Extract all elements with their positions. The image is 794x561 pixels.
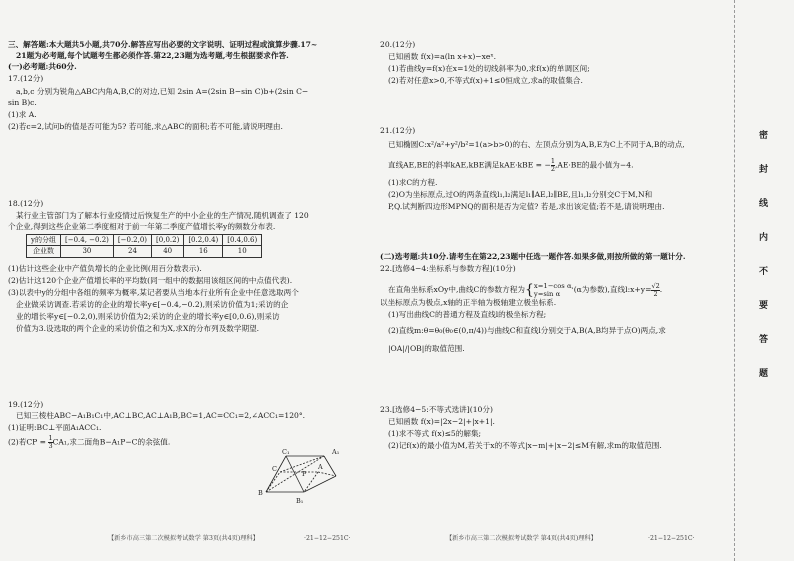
vertex-label: A₁	[332, 448, 340, 456]
seal-line-sidebar	[734, 0, 794, 561]
q19-part2-rest: CA₁,求二面角B−A₁P−C的余弦值.	[52, 437, 171, 447]
edge	[324, 456, 336, 476]
q17-stem: a,b,c 分别为锐角△ABC内角A,B,C的对边,已知 2sin A=(2sin B−sin C)b+(2sin C−	[16, 87, 309, 96]
sidebar-char: 密	[759, 131, 769, 141]
q19-part2-lead: (2)若CP =	[8, 437, 49, 447]
q22-number: 22.[选修4−4:坐标系与参数方程](10分)	[380, 264, 516, 273]
q21-number: 21.(12分)	[380, 126, 416, 135]
hidden-edge	[266, 472, 280, 492]
fraction-denominator: 2	[550, 165, 555, 173]
q18-part3: (3)以表中y的分组中各组的频率为概率,某记者要从当地本行业所有企业中任意选取两个	[8, 288, 299, 297]
q18-part3-cont: 价值为3.设选取的两个企业的采访价值之和为X,求X的分布列及数学期望.	[16, 324, 260, 333]
fraction-numerator: 1	[550, 157, 555, 165]
ellipse-term: y²/b²	[450, 140, 469, 149]
q22-stem-rest: (α为参数),直线l:x+y=	[573, 285, 652, 294]
sidebar-char: 答	[759, 335, 769, 345]
sidebar-char: 线	[759, 199, 769, 209]
q18-part3-cont: 企业做采访调查.若采访的企业的增长率y∈[−0.4,−0.2),则采访价值为1;采访的企	[16, 300, 289, 309]
brace: {	[524, 281, 534, 298]
table-cell: [−0.2,0)	[113, 235, 151, 246]
hidden-edge	[318, 472, 336, 476]
section3-header-cont: 21题为必考题,每个试题考生都必须作答.第22,23题为选考题,考生根据要求作答.	[16, 51, 289, 60]
q23-number: 23.[选修4−5:不等式选讲](10分)	[380, 405, 493, 414]
fraction	[651, 283, 659, 298]
q17-part1: (1)求 A.	[8, 110, 37, 119]
table-cell: 24	[113, 246, 151, 257]
q22-part1: (1)写出曲线C的普通方程及直线l的极坐标方程;	[388, 310, 547, 319]
parametric-eq: y=sin α	[533, 290, 561, 298]
footer-left: 【新乡市高三第二次模拟考试数学 第4页(共4页)理科】	[446, 535, 597, 542]
q22-stem: 在直角坐标系xOy中,曲线C的参数方程为{ x=1−cos α, y=sin α (α为参数),直线l:x+y= $\frac{√2}{2}$ .	[388, 281, 663, 298]
q19-part2	[8, 435, 170, 450]
table-cell: [−0.4, −0.2)	[60, 235, 113, 246]
fraction-denominator: 3	[48, 442, 53, 450]
q19-stem: 已知三棱柱ABC−A₁B₁C₁中,AC⊥BC,AC⊥A₁B,BC=1,AC=CC₁=2,∠ACC₁=120°.	[16, 411, 306, 420]
vertex-label: C₁	[282, 448, 290, 456]
q21-stem: 已知椭圆C:x²/a²+y²/b²=1(a>b>0)的右、左顶点分别为A,B,E为C上不同于A,B的动点,	[388, 140, 685, 149]
table-cell: 企业数	[27, 246, 61, 257]
vertex-label: B	[258, 489, 263, 497]
q18-stem: 某行业主管部门为了解本行业疫情过后恢复生产的中小企业的生产情况,随机调查了 120	[16, 211, 309, 220]
q18-number: 18.(12分)	[8, 199, 44, 208]
q17-part2: (2)若c=2,试问b的值是否可能为5? 若可能,求△ABC的面积;若不可能,请说明理由.	[8, 122, 283, 131]
q21-part2-cont: P,Q.试判断四边形MPNQ的面积是否为定值? 若是,求出该定值;若不是,请说明理由.	[388, 202, 665, 211]
parametric-eq: x=1−cos α,	[533, 282, 574, 290]
fraction-numerator: √2	[651, 281, 660, 290]
q21-condition	[388, 158, 634, 173]
sidebar-char: 内	[759, 233, 769, 243]
table-row	[27, 235, 262, 246]
vertex-label: C	[272, 465, 277, 473]
table-cell: [0,0.2)	[152, 235, 184, 246]
ellipse-term: x²/a²	[426, 140, 445, 149]
q22-part2: (2)直线m:θ=θ₀(θ₀∈(0,π/4))与曲线C和直线l分别交于A,B(A,B均异于点O)两点,求	[388, 326, 666, 335]
q19-part1: (1)证明:BC⊥平面A₁ACC₁.	[8, 423, 102, 432]
q23-part1: (1)求不等式 f(x)≤5的解集;	[388, 429, 482, 438]
q17-stem-cont: sin B)c.	[8, 98, 37, 107]
sidebar-char: 封	[759, 165, 769, 175]
fraction-denominator: 2	[653, 289, 658, 298]
table-cell: [0.4,0.6)	[223, 235, 262, 246]
q22-stem-lead: 在直角坐标系xOy中,曲线C的参数方程为	[388, 285, 525, 294]
edge	[304, 476, 336, 492]
q21-condition-lead: 直线AE,BE的斜率kAE,kBE满足kAE·kBE = −	[388, 160, 551, 170]
parametric-system	[534, 282, 574, 298]
required-header: (一)必考题:共60分.	[8, 62, 77, 71]
table-cell: 10	[223, 246, 262, 257]
prism-figure	[256, 448, 348, 508]
q20-part2: (2)若对任意x>0,不等式f(x)+1≤0恒成立,求a的取值集合.	[388, 76, 583, 85]
q19-number: 19.(12分)	[8, 400, 44, 409]
frequency-table	[26, 234, 262, 258]
section3-header: 三、解答题:本大题共5小题,共70分.解答应写出必要的文字说明、证明过程或演算步骤.17~	[8, 40, 318, 49]
vertex-label: A	[318, 463, 323, 471]
q20-part1: (1)若曲线y=f(x)在x=1处的切线斜率为0,求f(x)的单调区间;	[388, 64, 590, 73]
q21-part1: (1)求C的方程.	[388, 178, 438, 187]
footer-left: 【新乡市高三第二次模拟考试数学 第3页(共4页)理科】	[108, 535, 259, 542]
edge	[266, 456, 286, 492]
q21-part2: (2)O为坐标原点,过O的两条直线l₁,l₂满足l₁∥AE,l₂∥BE,且l₁,l₂分别交C于M,N和	[388, 190, 653, 199]
q21-stem-rest: =1(a>b>0)的右、左顶点分别为A,B,E为C上不同于A,B的动点,	[468, 140, 685, 149]
q23-stem: 已知函数 f(x)=|2x−2|+|x+1|.	[388, 417, 495, 426]
q18-part1: (1)估计这些企业中产值负增长的企业比例(用百分数表示).	[8, 264, 202, 273]
footer-code: ·21−12−251C·	[648, 535, 695, 542]
q21-condition-rest: ,AE·BE的最小值为−4.	[554, 160, 634, 170]
q18-part2: (2)估计这120个企业产值增长率的平均数(同一组中的数据用该组区间的中点值代表).	[8, 276, 293, 285]
table-cell: 40	[152, 246, 184, 257]
vertex-label: P	[302, 470, 307, 478]
q17-number: 17.(12分)	[8, 74, 44, 83]
sidebar-char: 要	[759, 301, 769, 311]
q20-number: 20.(12分)	[380, 40, 416, 49]
table-cell: 16	[184, 246, 223, 257]
footer-code: ·21−12−251C·	[304, 535, 351, 542]
q23-part2: (2)记f(x)的最小值为M,若关于x的不等式|x−m|+|x−2|≤M有解,求m的取值范围.	[388, 441, 662, 450]
q18-stem-cont: 个企业,得到这些企业第二季度相对于前一年第二季度产值增长率y的频数分布表.	[8, 222, 276, 231]
table-row	[27, 246, 262, 257]
q21-stem-lead: 已知椭圆C:	[388, 140, 427, 149]
vertex-label: B₁	[296, 497, 304, 505]
q22-part2-cont: |OA|/|OB|的取值范围.	[388, 344, 465, 353]
q20-stem: 已知函数 f(x)=a(ln x+x)−xeˣ.	[388, 52, 497, 61]
sidebar-char: 题	[759, 369, 769, 379]
table-cell: [0.2,0.4)	[184, 235, 223, 246]
q22-stem-cont: 以坐标原点为极点,x轴的正半轴为极轴建立极坐标系.	[380, 298, 557, 307]
sidebar-char: 不	[759, 267, 769, 277]
q18-part3-cont: 业的增长率y∈[−0.2,0),则采访价值为2;采访的企业的增长率y∈[0,0.6),则采访	[16, 312, 280, 321]
optional-header: (二)选考题:共10分.请考生在第22,23题中任选一题作答.如果多做,则按所做的第一题计分.	[380, 252, 686, 261]
table-cell: 30	[60, 246, 113, 257]
table-cell: y的分组	[27, 235, 61, 246]
fraction-numerator: 1	[48, 434, 53, 442]
